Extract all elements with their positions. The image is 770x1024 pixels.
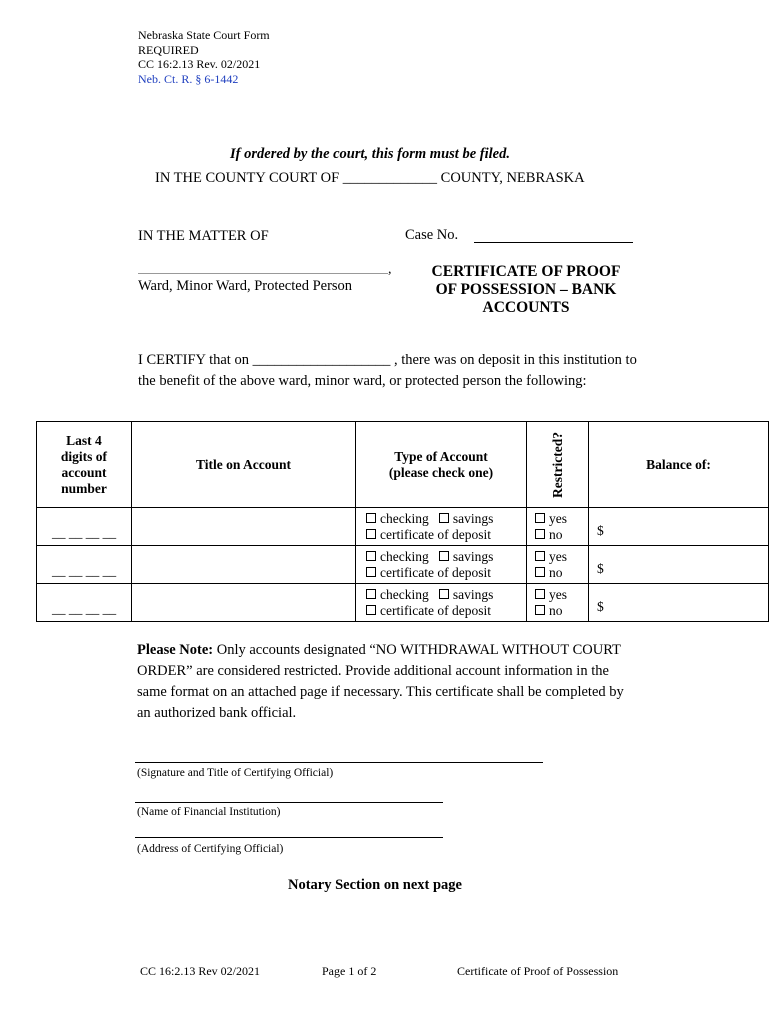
certificate-title-line-2: OF POSSESSION – BANK xyxy=(435,281,617,298)
account-digits-field[interactable]: __ __ __ __ xyxy=(37,508,132,546)
yes-checkbox[interactable] xyxy=(535,551,545,561)
yes-checkbox[interactable] xyxy=(535,513,545,523)
account-type-cell xyxy=(356,508,527,546)
certificate-title-line-1: CERTIFICATE OF PROOF xyxy=(431,263,621,280)
court-line: IN THE COUNTY COURT OF _____________ COUNTY, NEBRASKA xyxy=(155,170,585,186)
no-label: no xyxy=(549,602,563,618)
checking-checkbox[interactable] xyxy=(366,589,376,599)
no-checkbox[interactable] xyxy=(535,605,545,615)
notary-notice: Notary Section on next page xyxy=(288,877,462,893)
savings-checkbox[interactable] xyxy=(439,589,449,599)
address-label: (Address of Certifying Official) xyxy=(137,843,284,855)
checking-checkbox[interactable] xyxy=(366,513,376,523)
ward-comma: , xyxy=(388,262,392,277)
account-digits-field[interactable]: __ __ __ __ xyxy=(37,546,132,584)
checking-label: checking xyxy=(380,510,429,526)
table-row xyxy=(37,546,769,584)
table-row xyxy=(37,584,769,622)
balance-field[interactable] xyxy=(589,584,769,622)
signature-label: (Signature and Title of Certifying Official) xyxy=(137,767,334,779)
footer-form-number: CC 16:2.13 Rev 02/2021 xyxy=(140,964,261,978)
currency-symbol: $ xyxy=(597,598,604,614)
cd-checkbox[interactable] xyxy=(366,567,376,577)
header-type xyxy=(356,422,527,508)
checking-label: checking xyxy=(380,548,429,564)
header-line-3: CC 16:2.13 Rev. 02/2021 xyxy=(138,57,261,71)
yes-label: yes xyxy=(549,548,567,564)
yes-label: yes xyxy=(549,586,567,602)
restricted-cell xyxy=(527,584,589,622)
note-text: Only accounts designated “NO WITHDRAWAL WITHOUT COURT ORDER” are considered restricted. Provide additional account information in the same format on an attached page if necessary. This certificate shall be completed by an authorized bank official. xyxy=(137,642,624,721)
header-last4-line: digits of xyxy=(60,448,108,464)
cd-label: certificate of deposit xyxy=(380,564,491,580)
court-rule-link[interactable]: Neb. Ct. R. § 6-1442 xyxy=(138,71,239,86)
header-last4 xyxy=(37,422,132,508)
cd-checkbox[interactable] xyxy=(366,605,376,615)
institution-field[interactable] xyxy=(135,802,443,803)
account-digits-field[interactable]: __ __ __ __ xyxy=(37,584,132,622)
header-balance: Balance of: xyxy=(589,422,769,508)
footer-page-number: Page 1 of 2 xyxy=(322,964,377,978)
savings-checkbox[interactable] xyxy=(439,513,449,523)
header-last4-line: Last 4 xyxy=(66,432,102,448)
savings-checkbox[interactable] xyxy=(439,551,449,561)
form-header xyxy=(138,28,270,86)
yes-checkbox[interactable] xyxy=(535,589,545,599)
header-line-1: Nebraska State Court Form xyxy=(138,28,270,42)
case-number-field[interactable] xyxy=(474,242,633,243)
ward-label: Ward, Minor Ward, Protected Person xyxy=(138,278,353,294)
restricted-cell xyxy=(527,508,589,546)
yes-label: yes xyxy=(549,510,567,526)
balance-field[interactable] xyxy=(589,508,769,546)
account-title-field[interactable] xyxy=(132,584,356,622)
matter-label: IN THE MATTER OF xyxy=(138,228,269,244)
restricted-cell xyxy=(527,546,589,584)
filing-notice: If ordered by the court, this form must be filed. xyxy=(230,146,510,162)
header-restricted xyxy=(527,422,589,508)
currency-symbol: $ xyxy=(597,522,604,538)
ward-name-field[interactable] xyxy=(138,273,388,274)
account-type-cell xyxy=(356,546,527,584)
restriction-note xyxy=(137,640,632,724)
certificate-title xyxy=(403,263,649,317)
header-type-line: (please check one) xyxy=(388,464,494,480)
no-checkbox[interactable] xyxy=(535,567,545,577)
footer-title: Certificate of Proof of Possession xyxy=(457,964,619,978)
case-number-label: Case No. xyxy=(405,227,459,243)
certify-statement: I CERTIFY that on ___________________ , there was on deposit in this institution to the benefit of the above ward, minor ward, or protected person the following: xyxy=(138,352,637,389)
header-restricted-label: Restricted? xyxy=(549,431,565,498)
header-last4-line: number xyxy=(61,480,107,496)
checking-checkbox[interactable] xyxy=(366,551,376,561)
cd-checkbox[interactable] xyxy=(366,529,376,539)
header-last4-line: account xyxy=(61,464,107,480)
savings-label: savings xyxy=(452,510,494,526)
cd-label: certificate of deposit xyxy=(380,602,491,618)
account-type-cell xyxy=(356,584,527,622)
table-header-row xyxy=(37,422,769,508)
table-row xyxy=(37,508,769,546)
note-label: Please Note: xyxy=(137,642,214,658)
institution-label: (Name of Financial Institution) xyxy=(137,806,281,818)
header-line-2: REQUIRED xyxy=(138,42,199,57)
checking-label: checking xyxy=(380,586,429,602)
savings-label: savings xyxy=(452,548,494,564)
no-label: no xyxy=(549,526,563,542)
no-checkbox[interactable] xyxy=(535,529,545,539)
accounts-table xyxy=(36,421,769,622)
no-label: no xyxy=(549,564,563,580)
certificate-title-line-3: ACCOUNTS xyxy=(482,299,570,316)
header-title: Title on Account xyxy=(132,422,356,508)
cd-label: certificate of deposit xyxy=(380,526,491,542)
savings-label: savings xyxy=(452,586,494,602)
balance-field[interactable] xyxy=(589,546,769,584)
address-field[interactable] xyxy=(135,837,443,838)
account-title-field[interactable] xyxy=(132,546,356,584)
signature-field[interactable] xyxy=(135,762,543,763)
currency-symbol: $ xyxy=(597,560,604,576)
account-title-field[interactable] xyxy=(132,508,356,546)
header-type-line: Type of Account xyxy=(394,448,488,464)
